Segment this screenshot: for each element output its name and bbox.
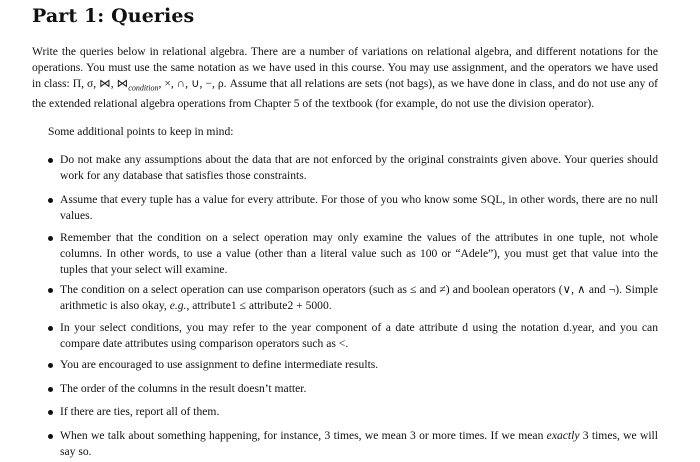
operator-list: Π, σ, ⋈, ⋈ bbox=[72, 76, 129, 90]
bullet-text: Do not make any assumptions about the data that are not enforced by the original constraints given above. Your queries should work for any database that satisfies those constraints. bbox=[60, 153, 658, 182]
bullet-item-7 bbox=[60, 381, 658, 397]
condition-subscript: condition bbox=[128, 82, 159, 92]
bullet-icon bbox=[48, 158, 53, 163]
bullet-icon bbox=[48, 236, 53, 241]
bullet-text: Remember that the condition on a select operation may only examine the values of the attributes in one tuple, not whole columns. In other words, to use a value (other than a literal value such as 100 or “Adele”), you must get that value into the tuples that your select will examine. bbox=[60, 231, 658, 276]
bullet-text-italic: exactly bbox=[546, 429, 580, 442]
bullet-item-5 bbox=[60, 320, 658, 352]
bullet-item-1 bbox=[60, 152, 658, 184]
bullet-text: The order of the columns in the result doesn’t matter. bbox=[60, 382, 307, 395]
bullet-text: You are encouraged to use assignment to define intermediate results. bbox=[60, 358, 379, 371]
bullet-text: Assume that every tuple has a value for every attribute. For those of you who know some SQL, in other words, there are no null values. bbox=[60, 193, 658, 222]
bullet-icon bbox=[48, 198, 53, 203]
intro-text-start: Write the queries below in relational algebra. There are a number of variations on relational algebra, and different notations for the operations. You must use the same notation as we have used in this course. You may use assignment, and the operators we have used in class: bbox=[32, 45, 658, 90]
bullet-text-start: When we talk about something happening, for instance, 3 times, we mean 3 or more times. If we mean bbox=[60, 429, 547, 442]
bullet-text: If there are ties, report all of them. bbox=[60, 405, 220, 418]
intro-paragraph bbox=[32, 44, 658, 112]
bullet-text: In your select conditions, you may refer to the year component of a date attribute d using the notation d.year, and you can compare date attributes using comparison operators such as <. bbox=[60, 321, 658, 350]
bullet-item-6 bbox=[60, 357, 658, 373]
bullet-icon bbox=[48, 410, 53, 415]
bullet-icon bbox=[48, 363, 53, 368]
bullet-item-4 bbox=[60, 282, 658, 314]
bullet-item-2 bbox=[60, 192, 658, 224]
operator-list-tail: , ×, ∩, ∪, −, ρ. bbox=[158, 76, 227, 90]
bullet-text-end: , attribute1 ≤ attribute2 + 5000. bbox=[186, 298, 332, 312]
page-title: Part 1: Queries bbox=[32, 5, 195, 27]
bullet-icon bbox=[48, 288, 53, 293]
bullet-text-start: The condition on a select operation can use comparison operators (such as ≤ and ≠) and boolean operators (∨, ∧ and ¬). Simple arithmetic is also okay, bbox=[60, 283, 658, 312]
bullet-icon bbox=[48, 434, 53, 439]
bullet-item-3 bbox=[60, 230, 658, 277]
intro-text-end: Assume that all relations are sets (not bags), as we have done in class, and do not use any of the extended relational algebra operations from Chapter 5 of the textbook (for example, do not use the division operator). bbox=[32, 76, 658, 110]
bullet-text-end: 3 times, we will say so. bbox=[60, 429, 658, 458]
bullet-text-italic: e.g. bbox=[169, 298, 187, 312]
points-intro: Some additional points to keep in mind: bbox=[48, 125, 234, 138]
bullet-item-8 bbox=[60, 404, 658, 420]
bullet-icon bbox=[48, 326, 53, 331]
bullet-icon bbox=[48, 387, 53, 392]
bullet-item-9 bbox=[60, 428, 658, 460]
